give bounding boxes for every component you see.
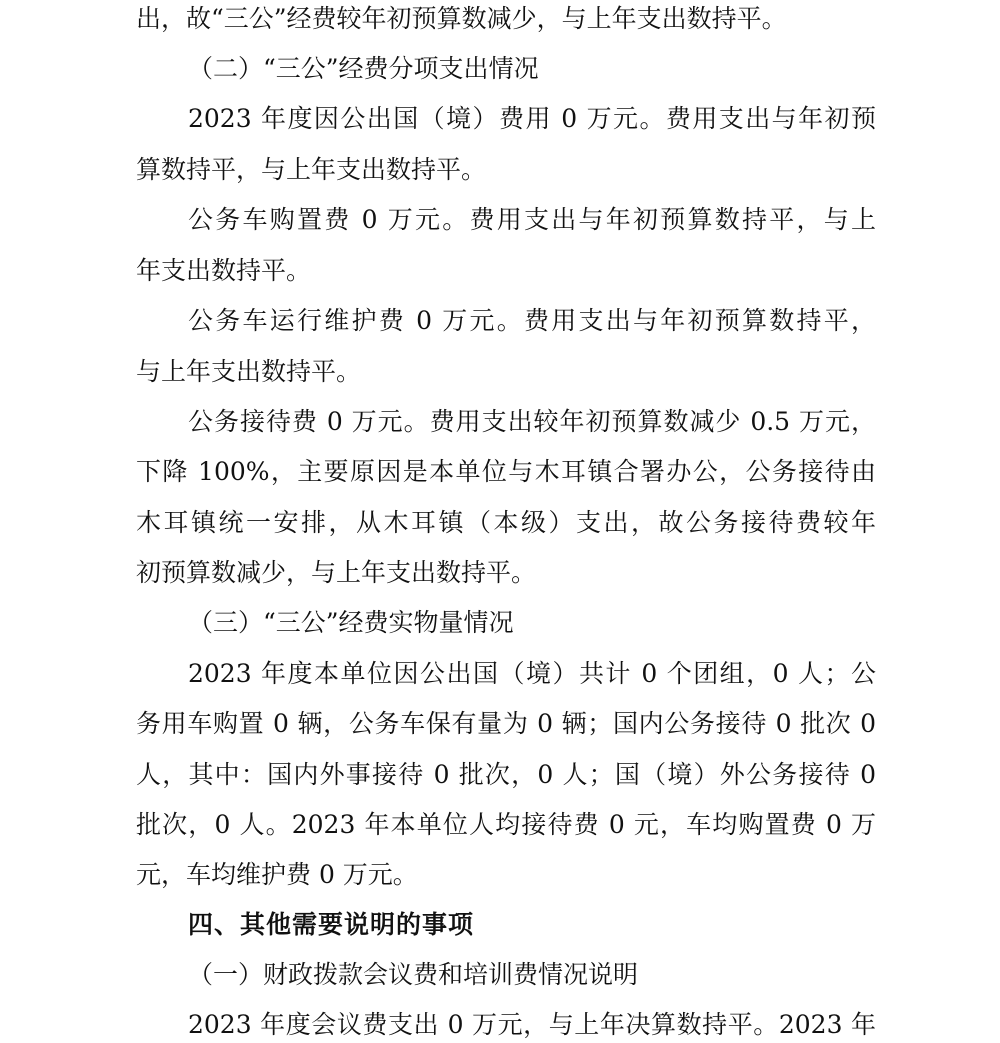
paragraph-line: 务用车购置 0 辆，公务车保有量为 0 辆；国内公务接待 0 批次 0 bbox=[136, 709, 876, 738]
paragraph-line: 2023 年度会议费支出 0 万元，与上年决算数持平。2023 年 bbox=[188, 1010, 876, 1039]
paragraph-line: 年支出数持平。 bbox=[136, 256, 312, 285]
main-heading: 四、其他需要说明的事项 bbox=[188, 910, 475, 939]
paragraph-line: 公务车购置费 0 万元。费用支出与年初预算数持平，与上 bbox=[188, 205, 876, 234]
paragraph-line: 初预算数减少，与上年支出数持平。 bbox=[136, 558, 537, 587]
section-heading: （三）“三公”经费实物量情况 bbox=[188, 608, 514, 637]
paragraph-line: 批次，0 人。2023 年本单位人均接待费 0 元，车均购置费 0 万 bbox=[136, 810, 876, 839]
paragraph-line: 人，其中：国内外事接待 0 批次，0 人；国（境）外公务接待 0 bbox=[136, 760, 876, 789]
section-heading: （二）“三公”经费分项支出情况 bbox=[188, 54, 539, 83]
paragraph-line: 下降 100%，主要原因是本单位与木耳镇合署办公，公务接待由 bbox=[136, 457, 876, 486]
paragraph-line: 与上年支出数持平。 bbox=[136, 357, 362, 386]
paragraph-line: 元，车均维护费 0 万元。 bbox=[136, 860, 418, 889]
paragraph-line: 2023 年度本单位因公出国（境）共计 0 个团组，0 人；公 bbox=[188, 659, 876, 688]
paragraph-line: 木耳镇统一安排，从木耳镇（本级）支出，故公务接待费较年 bbox=[136, 508, 876, 537]
section-heading: （一）财政拨款会议费和培训费情况说明 bbox=[188, 960, 639, 989]
paragraph-line: 公务车运行维护费 0 万元。费用支出与年初预算数持平， bbox=[188, 306, 876, 335]
paragraph-line: 2023 年度因公出国（境）费用 0 万元。费用支出与年初预 bbox=[188, 104, 876, 133]
paragraph-line: 出，故“三公”经费较年初预算数减少，与上年支出数持平。 bbox=[136, 4, 787, 33]
paragraph-line: 算数持平，与上年支出数持平。 bbox=[136, 155, 487, 184]
paragraph-line: 公务接待费 0 万元。费用支出较年初预算数减少 0.5 万元， bbox=[188, 407, 876, 436]
